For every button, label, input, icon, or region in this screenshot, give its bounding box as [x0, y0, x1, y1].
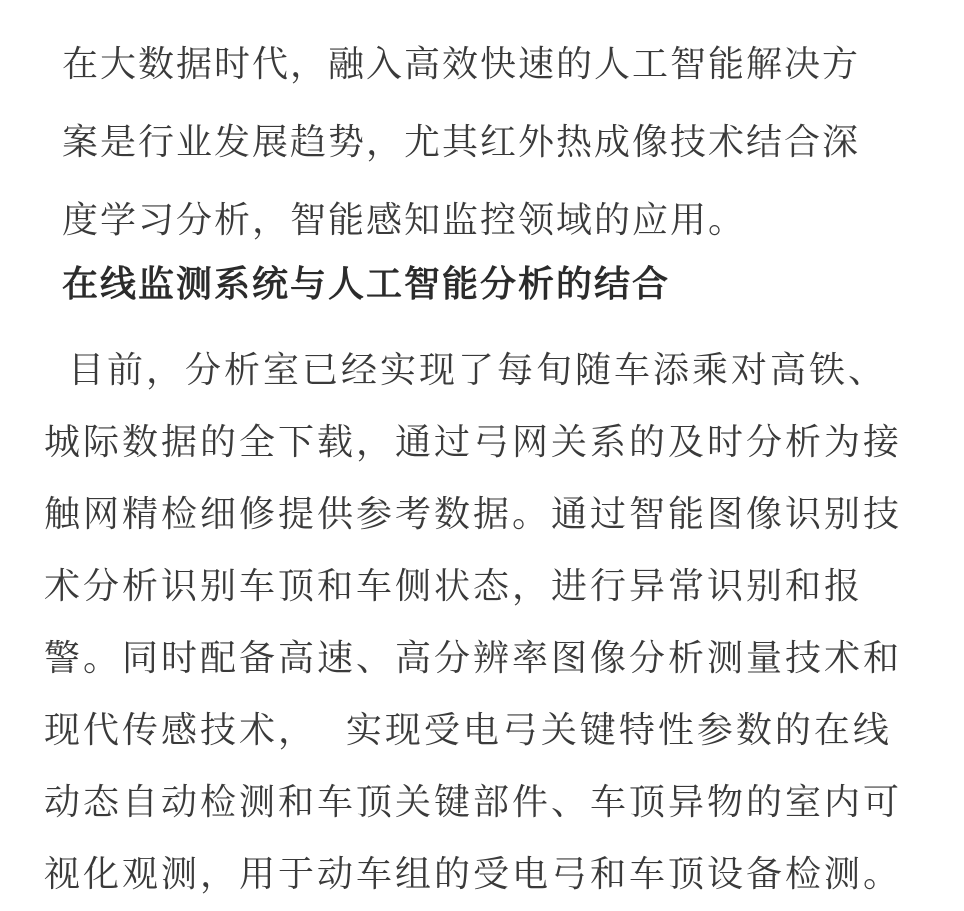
paragraph-line: 术分析识别车顶和车侧状态，进行异常识别和报: [44, 566, 864, 607]
section-paragraph: [44, 335, 902, 911]
paragraph-line: 警。同时配备高速、高分辨率图像分析测量技术和: [44, 638, 903, 679]
paragraph-line: 现代传感技术， 实现受电弓关键特性参数的在线: [44, 710, 892, 751]
paragraph-line: 城际数据的全下载，通过弓网关系的及时分析为接: [44, 422, 903, 463]
paragraph-line: 动态自动检测和车顶关键部件、车顶异物的室内可: [44, 782, 903, 823]
paragraph-line: 度学习分析，智能感知监控领域的应用。: [62, 200, 747, 241]
paragraph-line: 案是行业发展趋势，尤其红外热成像技术结合深: [62, 122, 861, 163]
section-heading: 在线监测系统与人工智能分析的结合: [62, 264, 671, 305]
intro-paragraph: [62, 26, 860, 260]
paragraph-line: 触网精检细修提供参考数据。通过智能图像识别技: [44, 494, 903, 535]
paragraph-line: 视化观测，用于动车组的受电弓和车顶设备检测。: [44, 854, 903, 895]
paragraph-line: 目前，分析室已经实现了每旬随车添乘对高铁、: [68, 350, 888, 391]
paragraph-line: 在大数据时代，融入高效快速的人工智能解决方: [62, 44, 861, 85]
